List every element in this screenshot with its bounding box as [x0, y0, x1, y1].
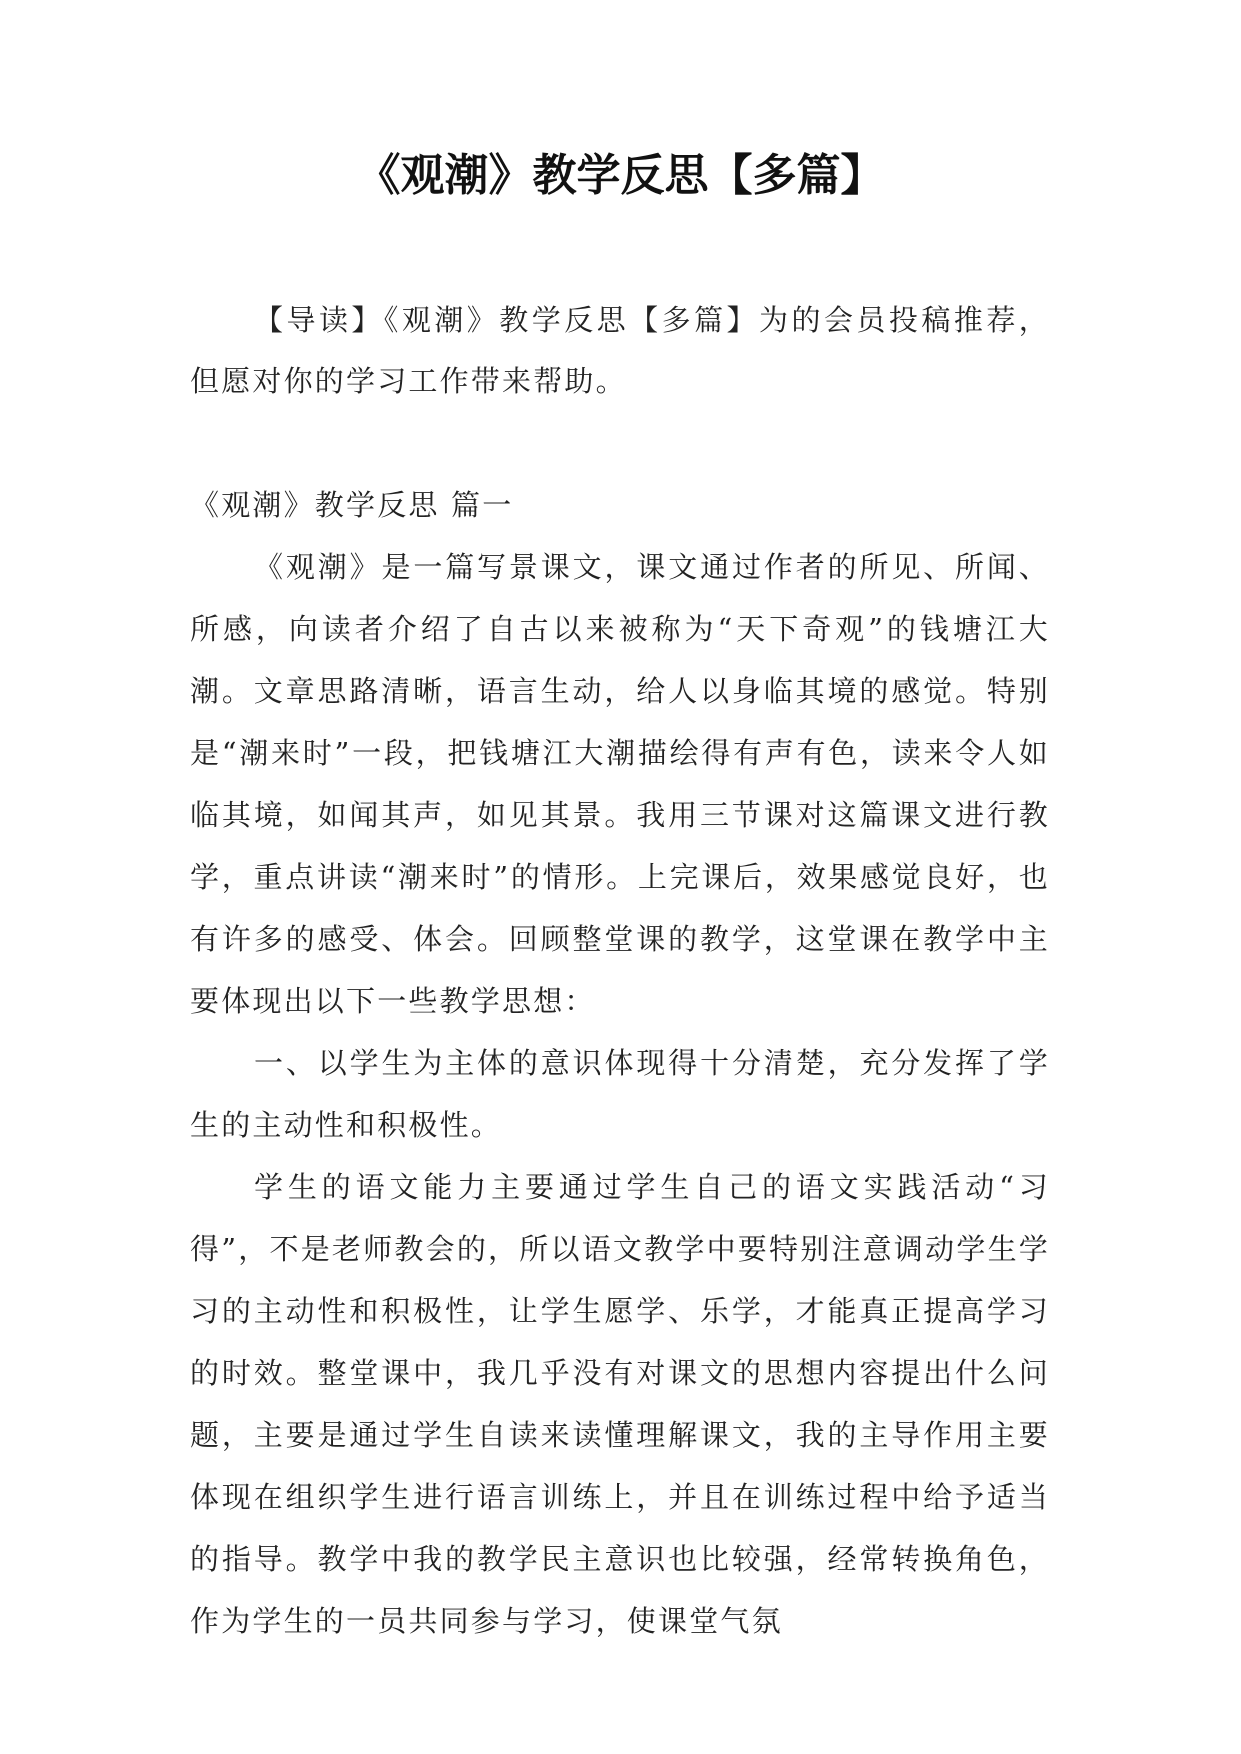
intro-paragraph: 【导读】《观潮》教学反思【多篇】为的会员投稿推荐，但愿对你的学习工作带来帮助。	[190, 303, 1050, 398]
body-paragraph-2: 一、以学生为主体的意识体现得十分清楚，充分发挥了学生的主动性和积极性。	[190, 1046, 1050, 1142]
body-paragraph-1: 《观潮》是一篇写景课文，课文通过作者的所见、所闻、所感，向读者介绍了自古以来被称为“天下奇观”的钱塘江大潮。文章思路清晰，语言生动，给人以身临其境的感觉。特别是“潮来时”一段，把钱塘江大潮描绘得有声有色，读来令人如临其境，如闻其声，如见其景。我用三节课对这篇课文进行教学，重点讲读“潮来时”的情形。上完课后，效果感觉良好，也有许多的感受、体会。回顾整堂课的教学，这堂课在教学中主要体现出以下一些教学思想：	[190, 550, 1050, 1018]
body-paragraph-3: 学生的语文能力主要通过学生自己的语文实践活动“习得”，不是老师教会的，所以语文教学中要特别注意调动学生学习的主动性和积极性，让学生愿学、乐学，才能真正提高学习的时效。整堂课中，我几乎没有对课文的思想内容提出什么问题，主要是通过学生自读来读懂理解课文，我的主导作用主要体现在组织学生进行语言训练上，并且在训练过程中给予适当的指导。教学中我的教学民主意识也比较强，经常转换角色，作为学生的一员共同参与学习，使课堂气氛	[190, 1170, 1050, 1638]
section-heading: 《观潮》教学反思 篇一	[190, 488, 514, 522]
document-title: 《观潮》教学反思【多篇】	[356, 150, 885, 201]
document-body	[190, 290, 1050, 1652]
